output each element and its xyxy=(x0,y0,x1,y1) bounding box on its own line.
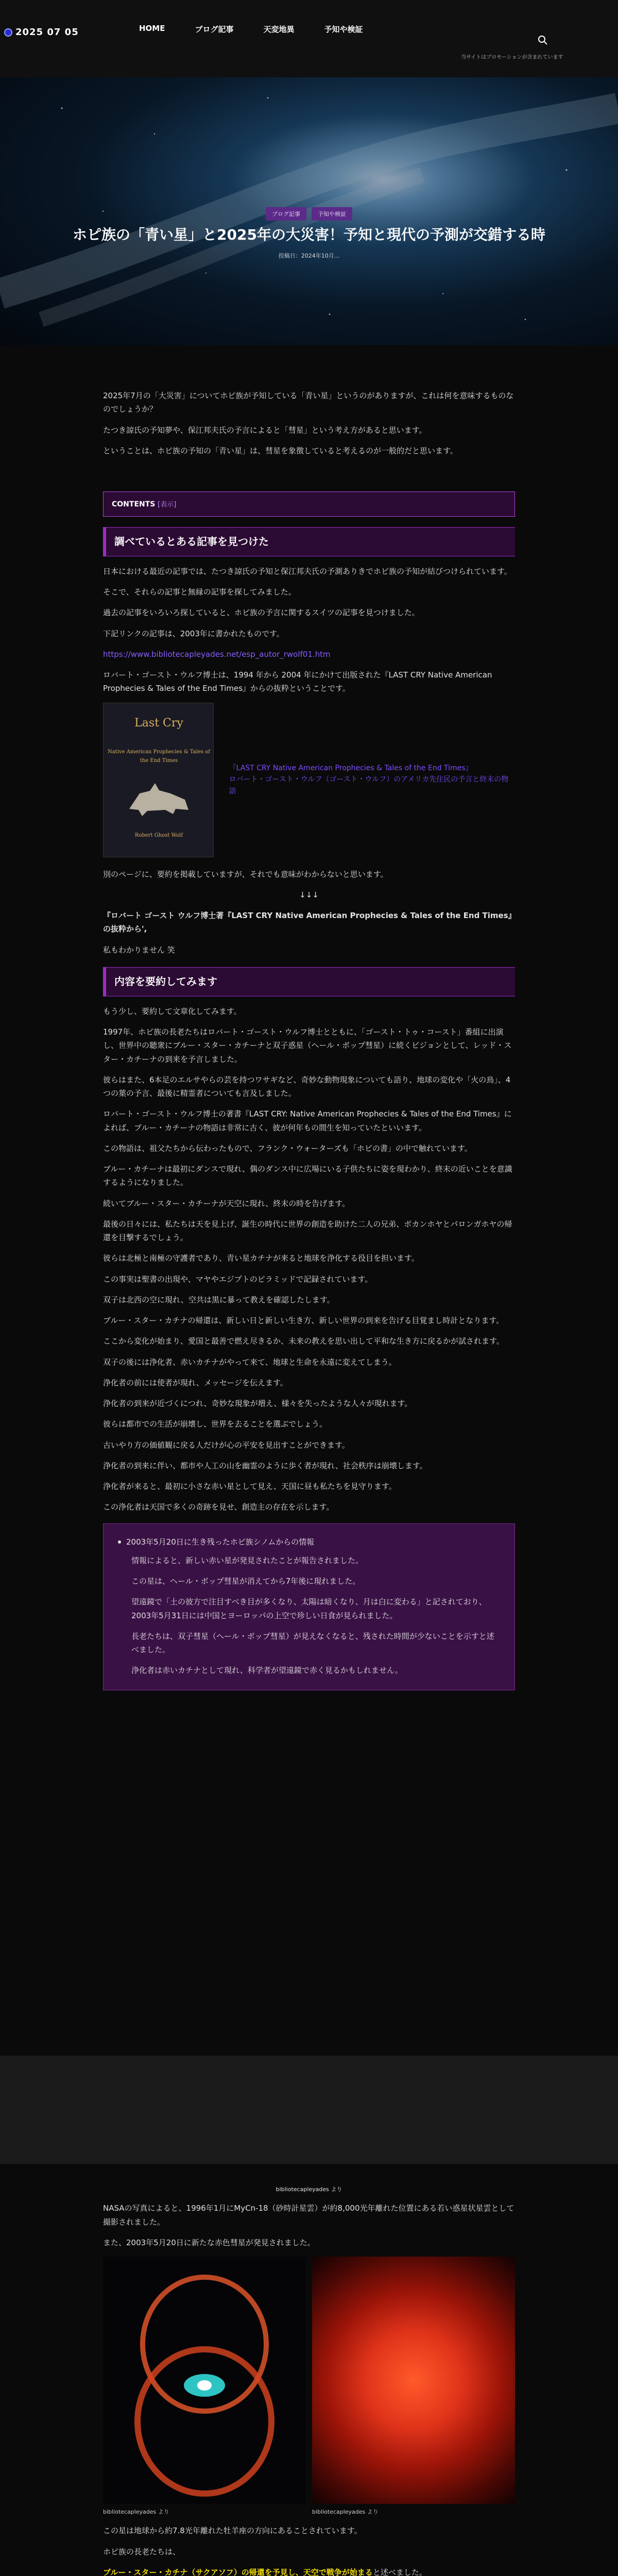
paragraph: この物語は、祖父たちから伝わったもので、フランク・ウォーターズも「ホピの書」の中で触れています。 xyxy=(103,1143,472,1153)
nebula-images xyxy=(103,2257,515,2504)
site-logo[interactable] xyxy=(4,27,79,38)
section-heading: 内容を要約してみます xyxy=(103,967,515,996)
highlight-tail: と述べました。 xyxy=(372,2567,427,2576)
intro-paragraph: ということは、ホピ族の予知の「青い星」は、彗星を象徴していると考えるのが一般的だと思います。 xyxy=(103,446,458,455)
article-body xyxy=(103,389,515,1701)
toc-title: CONTENTS xyxy=(112,500,156,509)
post-date: 投稿日：2024年10月... xyxy=(278,252,340,259)
search-icon[interactable] xyxy=(538,35,548,45)
paragraph: ここから変化が始まり、愛国と最善で燃え尽きるか、未来の教えを思い出して平和な生き方に戻るかが試されます。 xyxy=(103,1336,504,1346)
category-badge[interactable]: ブログ記事 xyxy=(266,207,306,221)
category-badge[interactable]: 予知や検証 xyxy=(312,207,352,221)
paragraph: 双子の後には浄化者、赤いカチナがやって来て、地球と生命を永遠に変えてしまう。 xyxy=(103,1357,397,1367)
info-item: 情報によると、新しい赤い星が発見されたことが報告されました。 xyxy=(131,1555,364,1565)
intro-paragraph: 2025年7月の「大災害」についてホピ族が予知している「青い星」というのがありますが、これは何を意味するものなのでしょうか？ xyxy=(103,391,514,414)
book-cover-image xyxy=(103,703,214,857)
down-arrows: ↓↓↓ xyxy=(299,890,319,900)
paragraph: ブルー・カチーナは最初にダンスで現れ、偶のダンス中に広場にいる子供たちに姿を現わかり、終末の近いことを意識するようになりました。 xyxy=(103,1164,512,1188)
info-bullet: 2003年5月20日に生き残ったホピ族シノムからの情報 xyxy=(118,1535,500,1549)
paragraph: 1997年、ホピ族の長老たちはロバート・ゴースト・ウルフ博士とともに、「ゴースト・トゥ・コースト」番組に出演し、世界中の聴衆にブルー・スター・カチーナと双子惑星（ヘール・ボップ彗星）に続くビジョンとして、レッド・スター・カチーナの到来を予言しました。 xyxy=(103,1027,512,1064)
paragraph: ホピ族の長老たちは、 xyxy=(103,2547,181,2556)
paragraph: ロバート・ゴースト・ウルフ博士の著書『LAST CRY: Native American Prophecies & Tales of the End Times』によれば、ブルー・カチーナの物語は非常に古く、彼が何年もの間生を知っていたといいます。 xyxy=(103,1109,512,1132)
image-caption: bibliotecapleyades より xyxy=(103,2509,169,2515)
table-of-contents xyxy=(103,492,515,517)
nav-predictions[interactable]: 予知や検証 xyxy=(324,25,363,34)
main-nav xyxy=(139,24,363,35)
info-item: 望遠鏡で「土の彼方で注目すべき目が多くなり、太陽は暗くなり、月は白に変わる」と記されており、2003年5月31日には中国とヨーロッパの上空で珍しい日食が見られました。 xyxy=(131,1597,487,1620)
paragraph: 日本における最近の記事では、たつき諒氏の予知と保江邦夫氏の予測ありきでホピ族の予知が結びつけられています。 xyxy=(103,566,512,576)
image-caption: bibliotecapleyades より xyxy=(276,2186,342,2193)
highlight-text: ブルー・スター・カチナ（サクアソフ）の帰還を予見し、天空で戦争が始まる xyxy=(103,2567,373,2576)
info-item: 長老たちは、双子彗星（ヘール・ボップ彗星）が見えなくなると、残された時間が少ないことを示すと述べました。 xyxy=(131,1631,494,1654)
book-cover-subtitle: Native American Prophecies & Tales of the End Times xyxy=(108,749,210,764)
paragraph: 下記リンクの記事は、2003年に書かれたものです。 xyxy=(103,629,284,638)
highlight-text: 『ロバート ゴースト ウルフ博士著『LAST CRY Native American Prophecies & Tales of the End Times』の抜粋から', xyxy=(103,911,512,934)
info-item: この星は、ヘール・ボップ彗星が消えてから7年後に現れました。 xyxy=(131,1577,360,1586)
paragraph: 古いやり方の価値観に戻る人だけが心の平安を見出すことができます。 xyxy=(103,1440,350,1450)
book-cover-author: Robert Ghost Wolf xyxy=(134,832,183,838)
paragraph: 浄化者の前には使者が現れ、メッセージを伝えます。 xyxy=(103,1378,288,1387)
book-cover-title: Last Cry xyxy=(134,716,183,730)
logo-icon xyxy=(4,28,12,37)
image-caption: bibliotecapleyades より xyxy=(312,2509,379,2515)
paragraph: そこで、それらの記事と無縁の記事を探してみました。 xyxy=(103,587,296,597)
paragraph: ロバート・ゴースト・ウルフ博士は、1994 年から 2004 年にかけて出版された『LAST CRY Native American Prophecies & Tales of the End Times』からの抜粋ということです。 xyxy=(103,670,492,693)
nav-blog[interactable]: ブログ記事 xyxy=(195,25,234,34)
summary-paragraphs xyxy=(103,1005,515,1514)
paragraph: 過去の記事をいろいろ探していると、ホピ族の予言に関するスイツの記事を見つけました。 xyxy=(103,608,420,618)
paragraph: NASAの写真によると、1996年1月にMyCn-18（砂時計星雲）が約8,000光年離れた位置にある若い惑星状星雲として撮影されました。 xyxy=(103,2204,514,2227)
article-body-continued xyxy=(103,2184,515,2576)
toc-toggle[interactable]: [表示] xyxy=(158,501,177,509)
paragraph: ブルー・スター・カチナの帰還は、新しい日と新しい生き方、新しい世界の到来を告げる目覚まし時計となります。 xyxy=(103,1316,504,1325)
paragraph: 彼らはまた、6本足のエルサやらの芸を持つワサギなど、奇妙な動物現象についても語り、地球の変化や「火の鳥」、4つの葉の予言、最後に精霊者についても言及しました。 xyxy=(103,1075,511,1098)
paragraph: もう少し、要約して文章化してみます。 xyxy=(103,1006,242,1016)
paragraph: 浄化者が来ると、最初に小さな赤い星として見え、天国に昼も私たちを見守ります。 xyxy=(103,1482,397,1491)
paragraph: 続いてブルー・スター・カチーナが天空に現れ、終末の時を告げます。 xyxy=(103,1198,350,1208)
nav-home[interactable]: HOME xyxy=(139,24,165,33)
site-header xyxy=(0,0,618,77)
info-box xyxy=(103,1523,515,1690)
paragraph: 最後の日々には、私たちは天を見上げ、誕生の時代に世界の創造を助けた二人の兄弟、ポカンホヤとパロンガホヤの帰還を目撃するでしょう。 xyxy=(103,1219,512,1242)
paragraph: 彼らは都市での生活が崩壊し、世界を去ることを選ぶでしょう。 xyxy=(103,1419,328,1429)
paragraph: この星は地球から約7.8光年離れた牡羊座の方向にあることされています。 xyxy=(103,2526,362,2536)
ad-space xyxy=(0,2056,618,2164)
paragraph: 浄化者の到来が近づくにつれ、奇妙な現象が増え、様々を失ったような人々が現れます。 xyxy=(103,1399,413,1408)
promotion-note: 当サイトはプロモーションが含まれています xyxy=(461,55,563,60)
intro-paragraph: たつき諒氏の予知夢や、保江邦夫氏の予言によると「彗星」という考え方があると思います。 xyxy=(103,425,427,435)
paragraph: また、2003年5月20日に新たな赤色彗星が発見されました。 xyxy=(103,2238,315,2247)
category-badges xyxy=(0,207,618,221)
paragraph: 私もわかりません 笑 xyxy=(103,945,175,955)
source-link[interactable]: https://www.bibliotecapleyades.net/esp_autor_rwolf01.htm xyxy=(103,649,331,659)
paragraph: 浄化者の到来に伴い、都市や人工の山を幽霊のように歩く者が現れ、社会秩序は崩壊します。 xyxy=(103,1461,427,1470)
paragraph: 別のページに、要約を掲載していますが、それでも意味がわからないと思います。 xyxy=(103,869,388,879)
hourglass-nebula-image xyxy=(103,2257,306,2504)
section-heading: 調べているとある記事を見つけた xyxy=(103,527,515,556)
book-caption: 『LAST CRY Native American Prophecies & Tales of the End Times』 ロバート・ゴースト・ウルフ（ゴースト・ウルフ）のアメリカ先住民の予言と終末の物語 xyxy=(229,764,509,795)
paragraph: 彼らは北極と南極の守護者であり、青い星カチナが来ると地球を浄化する役目を担います。 xyxy=(103,1253,419,1263)
paragraph: この事実は聖書の出現や、マヤやエジプトのピラミッドで記録されています。 xyxy=(103,1274,373,1284)
red-star-image xyxy=(312,2257,515,2504)
nav-disasters[interactable]: 天変地異 xyxy=(263,25,295,34)
info-item: 浄化者は赤いカチナとして現れ、科学者が望遠鏡で赤く見るかもしれません。 xyxy=(131,1666,403,1675)
article-title: ホピ族の「青い星」と2025年の大災害！予知と現代の予測が交錯する時 xyxy=(73,226,545,243)
logo-text: 2025 07 05 xyxy=(15,27,79,38)
wolf-illustration xyxy=(124,773,194,819)
paragraph: この浄化者は天国で多くの奇跡を見せ、創造主の存在を示します。 xyxy=(103,1502,334,1512)
hero-banner xyxy=(0,77,618,345)
book-block xyxy=(103,703,515,857)
paragraph: 双子は北西の空に現れ、空共は黒に暴って教えを確認したします。 xyxy=(103,1295,335,1304)
